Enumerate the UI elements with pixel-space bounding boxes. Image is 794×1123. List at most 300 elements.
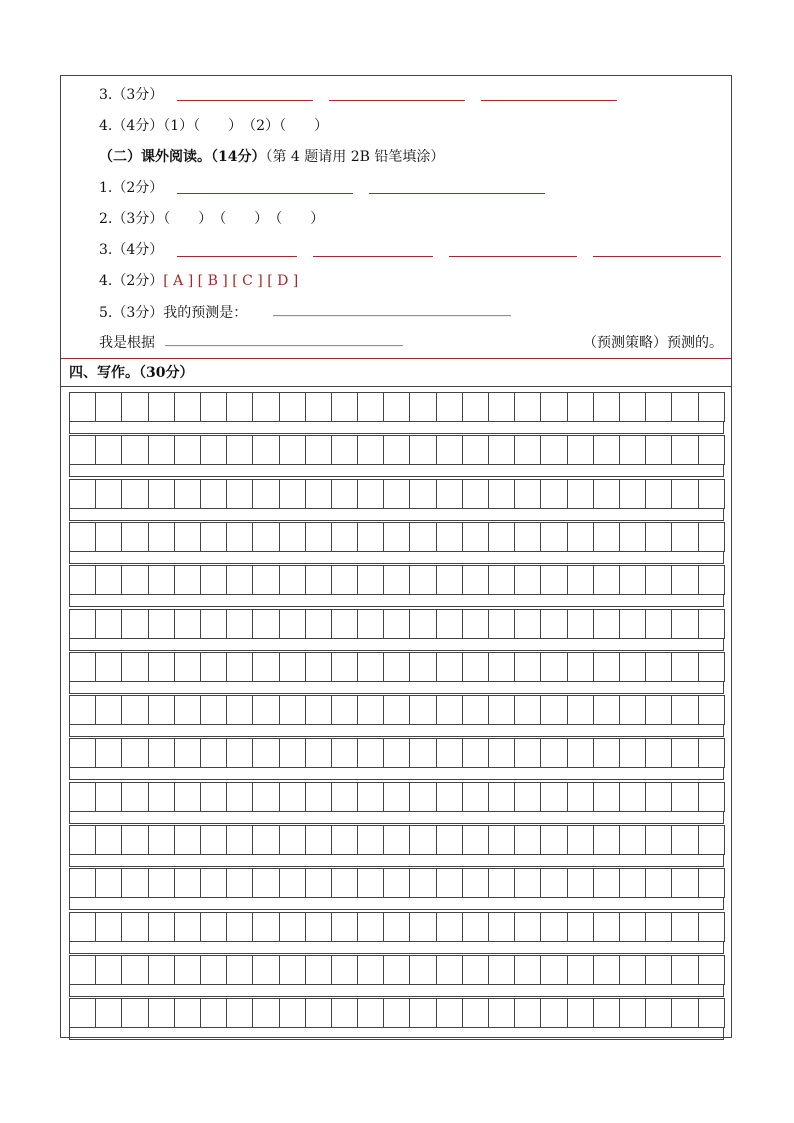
writing-cell[interactable] <box>646 825 672 855</box>
writing-cell[interactable] <box>410 609 436 639</box>
writing-cell[interactable] <box>463 609 489 639</box>
writing-cell[interactable] <box>463 955 489 985</box>
writing-cell[interactable] <box>437 955 463 985</box>
writing-cell[interactable] <box>122 652 148 682</box>
writing-cell[interactable] <box>672 912 698 942</box>
writing-cell[interactable] <box>699 479 725 509</box>
writing-cell[interactable] <box>594 652 620 682</box>
writing-cell[interactable] <box>358 912 384 942</box>
writing-cell[interactable] <box>672 522 698 552</box>
writing-cell[interactable] <box>253 652 279 682</box>
writing-cell[interactable] <box>253 955 279 985</box>
writing-cell[interactable] <box>253 738 279 768</box>
writing-cell[interactable] <box>122 825 148 855</box>
writing-cell[interactable] <box>515 609 541 639</box>
writing-cell[interactable] <box>358 695 384 725</box>
writing-cell[interactable] <box>201 738 227 768</box>
writing-cell[interactable] <box>149 479 175 509</box>
writing-cell[interactable] <box>280 825 306 855</box>
writing-cell[interactable] <box>149 912 175 942</box>
writing-cell[interactable] <box>620 955 646 985</box>
writing-cell[interactable] <box>568 435 594 465</box>
writing-cell[interactable] <box>70 392 96 422</box>
writing-cell[interactable] <box>437 479 463 509</box>
writing-cell[interactable] <box>96 868 122 898</box>
writing-cell[interactable] <box>515 565 541 595</box>
writing-cell[interactable] <box>280 912 306 942</box>
writing-cell[interactable] <box>646 782 672 812</box>
writing-cell[interactable] <box>201 565 227 595</box>
writing-cell[interactable] <box>306 565 332 595</box>
writing-cell[interactable] <box>568 955 594 985</box>
writing-cell[interactable] <box>541 392 567 422</box>
writing-cell[interactable] <box>175 609 201 639</box>
q3-extra-blank-2[interactable] <box>313 256 433 257</box>
writing-cell[interactable] <box>646 998 672 1028</box>
writing-cell[interactable] <box>306 522 332 552</box>
writing-cell[interactable] <box>541 912 567 942</box>
writing-cell[interactable] <box>175 998 201 1028</box>
writing-cell[interactable] <box>699 868 725 898</box>
writing-cell[interactable] <box>410 825 436 855</box>
writing-cell[interactable] <box>384 435 410 465</box>
writing-cell[interactable] <box>253 868 279 898</box>
writing-cell[interactable] <box>96 435 122 465</box>
writing-cell[interactable] <box>672 782 698 812</box>
writing-cell[interactable] <box>280 998 306 1028</box>
writing-cell[interactable] <box>306 652 332 682</box>
writing-cell[interactable] <box>227 392 253 422</box>
writing-cell[interactable] <box>620 522 646 552</box>
writing-cell[interactable] <box>201 522 227 552</box>
writing-cell[interactable] <box>253 609 279 639</box>
writing-cell[interactable] <box>672 868 698 898</box>
writing-cell[interactable] <box>306 738 332 768</box>
writing-cell[interactable] <box>122 522 148 552</box>
writing-cell[interactable] <box>384 652 410 682</box>
writing-cell[interactable] <box>384 782 410 812</box>
writing-cell[interactable] <box>568 738 594 768</box>
writing-cell[interactable] <box>515 392 541 422</box>
writing-cell[interactable] <box>541 522 567 552</box>
writing-cell[interactable] <box>149 782 175 812</box>
writing-cell[interactable] <box>646 565 672 595</box>
writing-cell[interactable] <box>175 912 201 942</box>
writing-cell[interactable] <box>463 998 489 1028</box>
writing-cell[interactable] <box>122 998 148 1028</box>
writing-cell[interactable] <box>699 695 725 725</box>
writing-cell[interactable] <box>620 435 646 465</box>
writing-cell[interactable] <box>306 998 332 1028</box>
q3-inclass-blank-1[interactable] <box>177 100 313 101</box>
writing-cell[interactable] <box>96 825 122 855</box>
writing-cell[interactable] <box>306 782 332 812</box>
writing-cell[interactable] <box>463 479 489 509</box>
writing-cell[interactable] <box>201 955 227 985</box>
writing-cell[interactable] <box>332 652 358 682</box>
writing-cell[interactable] <box>227 565 253 595</box>
writing-cell[interactable] <box>122 435 148 465</box>
writing-cell[interactable] <box>358 825 384 855</box>
writing-cell[interactable] <box>594 479 620 509</box>
writing-cell[interactable] <box>568 825 594 855</box>
writing-cell[interactable] <box>437 392 463 422</box>
writing-cell[interactable] <box>541 738 567 768</box>
writing-cell[interactable] <box>70 522 96 552</box>
writing-cell[interactable] <box>699 565 725 595</box>
writing-cell[interactable] <box>489 955 515 985</box>
writing-cell[interactable] <box>646 955 672 985</box>
writing-cell[interactable] <box>70 955 96 985</box>
writing-cell[interactable] <box>149 825 175 855</box>
writing-cell[interactable] <box>568 392 594 422</box>
writing-cell[interactable] <box>201 998 227 1028</box>
writing-cell[interactable] <box>358 392 384 422</box>
writing-cell[interactable] <box>227 955 253 985</box>
writing-cell[interactable] <box>515 782 541 812</box>
writing-cell[interactable] <box>541 565 567 595</box>
writing-cell[interactable] <box>96 652 122 682</box>
writing-cell[interactable] <box>227 609 253 639</box>
writing-cell[interactable] <box>463 825 489 855</box>
writing-cell[interactable] <box>515 652 541 682</box>
writing-cell[interactable] <box>463 435 489 465</box>
writing-cell[interactable] <box>594 435 620 465</box>
writing-cell[interactable] <box>280 738 306 768</box>
writing-cell[interactable] <box>70 565 96 595</box>
writing-cell[interactable] <box>489 609 515 639</box>
writing-cell[interactable] <box>201 868 227 898</box>
writing-cell[interactable] <box>280 522 306 552</box>
writing-cell[interactable] <box>358 738 384 768</box>
writing-cell[interactable] <box>149 652 175 682</box>
writing-cell[interactable] <box>437 652 463 682</box>
writing-cell[interactable] <box>149 522 175 552</box>
writing-cell[interactable] <box>358 652 384 682</box>
writing-cell[interactable] <box>489 782 515 812</box>
writing-cell[interactable] <box>149 738 175 768</box>
writing-cell[interactable] <box>96 738 122 768</box>
writing-cell[interactable] <box>70 695 96 725</box>
writing-cell[interactable] <box>332 392 358 422</box>
writing-cell[interactable] <box>515 955 541 985</box>
writing-cell[interactable] <box>410 652 436 682</box>
writing-cell[interactable] <box>201 782 227 812</box>
writing-cell[interactable] <box>149 868 175 898</box>
writing-cell[interactable] <box>568 652 594 682</box>
writing-cell[interactable] <box>568 912 594 942</box>
writing-cell[interactable] <box>410 998 436 1028</box>
writing-cell[interactable] <box>306 825 332 855</box>
writing-cell[interactable] <box>332 738 358 768</box>
writing-cell[interactable] <box>332 565 358 595</box>
writing-cell[interactable] <box>96 522 122 552</box>
writing-cell[interactable] <box>594 695 620 725</box>
writing-cell[interactable] <box>358 435 384 465</box>
writing-cell[interactable] <box>358 782 384 812</box>
writing-cell[interactable] <box>541 868 567 898</box>
writing-cell[interactable] <box>175 479 201 509</box>
writing-cell[interactable] <box>410 868 436 898</box>
writing-cell[interactable] <box>489 479 515 509</box>
writing-cell[interactable] <box>96 955 122 985</box>
writing-cell[interactable] <box>358 609 384 639</box>
writing-cell[interactable] <box>594 565 620 595</box>
writing-cell[interactable] <box>122 868 148 898</box>
writing-cell[interactable] <box>280 782 306 812</box>
writing-cell[interactable] <box>306 695 332 725</box>
writing-cell[interactable] <box>489 912 515 942</box>
writing-cell[interactable] <box>358 522 384 552</box>
writing-cell[interactable] <box>384 868 410 898</box>
writing-cell[interactable] <box>620 782 646 812</box>
writing-cell[interactable] <box>699 825 725 855</box>
writing-cell[interactable] <box>280 609 306 639</box>
writing-cell[interactable] <box>201 825 227 855</box>
writing-cell[interactable] <box>70 825 96 855</box>
writing-cell[interactable] <box>122 738 148 768</box>
writing-cell[interactable] <box>96 695 122 725</box>
writing-cell[interactable] <box>227 435 253 465</box>
writing-cell[interactable] <box>96 609 122 639</box>
writing-cell[interactable] <box>646 609 672 639</box>
writing-cell[interactable] <box>306 955 332 985</box>
writing-cell[interactable] <box>410 522 436 552</box>
writing-cell[interactable] <box>70 609 96 639</box>
writing-cell[interactable] <box>253 522 279 552</box>
writing-cell[interactable] <box>96 782 122 812</box>
writing-cell[interactable] <box>620 609 646 639</box>
writing-cell[interactable] <box>646 392 672 422</box>
writing-cell[interactable] <box>175 695 201 725</box>
writing-cell[interactable] <box>646 695 672 725</box>
writing-cell[interactable] <box>672 738 698 768</box>
writing-cell[interactable] <box>594 868 620 898</box>
writing-cell[interactable] <box>175 652 201 682</box>
writing-cell[interactable] <box>332 479 358 509</box>
writing-cell[interactable] <box>541 652 567 682</box>
writing-cell[interactable] <box>463 868 489 898</box>
writing-cell[interactable] <box>384 565 410 595</box>
writing-cell[interactable] <box>122 392 148 422</box>
writing-cell[interactable] <box>253 695 279 725</box>
writing-cell[interactable] <box>384 998 410 1028</box>
writing-cell[interactable] <box>463 738 489 768</box>
writing-cell[interactable] <box>699 955 725 985</box>
writing-cell[interactable] <box>437 435 463 465</box>
writing-cell[interactable] <box>699 392 725 422</box>
writing-cell[interactable] <box>620 912 646 942</box>
writing-cell[interactable] <box>280 565 306 595</box>
writing-cell[interactable] <box>96 912 122 942</box>
q3-extra-blank-4[interactable] <box>593 256 721 257</box>
writing-cell[interactable] <box>594 609 620 639</box>
writing-cell[interactable] <box>384 522 410 552</box>
writing-cell[interactable] <box>489 392 515 422</box>
writing-cell[interactable] <box>122 782 148 812</box>
writing-cell[interactable] <box>646 479 672 509</box>
writing-cell[interactable] <box>384 912 410 942</box>
writing-cell[interactable] <box>410 479 436 509</box>
writing-cell[interactable] <box>515 912 541 942</box>
writing-cell[interactable] <box>227 868 253 898</box>
writing-cell[interactable] <box>358 998 384 1028</box>
writing-cell[interactable] <box>620 652 646 682</box>
writing-cell[interactable] <box>699 782 725 812</box>
writing-cell[interactable] <box>332 998 358 1028</box>
writing-cell[interactable] <box>332 609 358 639</box>
writing-cell[interactable] <box>227 522 253 552</box>
writing-cell[interactable] <box>463 652 489 682</box>
writing-cell[interactable] <box>620 825 646 855</box>
writing-cell[interactable] <box>201 609 227 639</box>
writing-cell[interactable] <box>175 955 201 985</box>
writing-cell[interactable] <box>568 695 594 725</box>
writing-cell[interactable] <box>489 652 515 682</box>
writing-cell[interactable] <box>306 435 332 465</box>
writing-cell[interactable] <box>437 565 463 595</box>
writing-cell[interactable] <box>672 479 698 509</box>
writing-cell[interactable] <box>672 652 698 682</box>
writing-cell[interactable] <box>201 912 227 942</box>
writing-cell[interactable] <box>437 609 463 639</box>
writing-cell[interactable] <box>122 565 148 595</box>
writing-cell[interactable] <box>122 479 148 509</box>
writing-cell[interactable] <box>149 565 175 595</box>
writing-cell[interactable] <box>332 435 358 465</box>
writing-cell[interactable] <box>568 998 594 1028</box>
writing-cell[interactable] <box>489 695 515 725</box>
writing-cell[interactable] <box>96 565 122 595</box>
writing-cell[interactable] <box>384 479 410 509</box>
writing-cell[interactable] <box>699 738 725 768</box>
writing-cell[interactable] <box>646 738 672 768</box>
writing-cell[interactable] <box>594 522 620 552</box>
writing-cell[interactable] <box>149 998 175 1028</box>
writing-cell[interactable] <box>227 652 253 682</box>
q3-extra-blank-3[interactable] <box>449 256 577 257</box>
writing-cell[interactable] <box>306 912 332 942</box>
writing-cell[interactable] <box>541 435 567 465</box>
writing-cell[interactable] <box>541 782 567 812</box>
writing-cell[interactable] <box>96 479 122 509</box>
writing-cell[interactable] <box>568 522 594 552</box>
writing-cell[interactable] <box>463 695 489 725</box>
writing-cell[interactable] <box>280 868 306 898</box>
writing-cell[interactable] <box>227 998 253 1028</box>
writing-cell[interactable] <box>594 738 620 768</box>
writing-cell[interactable] <box>672 565 698 595</box>
writing-cell[interactable] <box>620 479 646 509</box>
writing-cell[interactable] <box>646 522 672 552</box>
writing-cell[interactable] <box>489 825 515 855</box>
writing-cell[interactable] <box>201 695 227 725</box>
writing-cell[interactable] <box>568 479 594 509</box>
writing-cell[interactable] <box>463 522 489 552</box>
writing-cell[interactable] <box>594 912 620 942</box>
writing-cell[interactable] <box>280 435 306 465</box>
writing-cell[interactable] <box>515 695 541 725</box>
writing-cell[interactable] <box>646 652 672 682</box>
q5-prediction-blank[interactable]: __________________________________ <box>273 301 511 317</box>
writing-cell[interactable] <box>410 435 436 465</box>
writing-cell[interactable] <box>672 435 698 465</box>
writing-cell[interactable] <box>672 695 698 725</box>
writing-cell[interactable] <box>672 825 698 855</box>
writing-cell[interactable] <box>332 522 358 552</box>
writing-cell[interactable] <box>96 998 122 1028</box>
writing-cell[interactable] <box>358 955 384 985</box>
writing-cell[interactable] <box>70 479 96 509</box>
writing-cell[interactable] <box>515 479 541 509</box>
writing-cell[interactable] <box>306 392 332 422</box>
writing-cell[interactable] <box>175 522 201 552</box>
writing-cell[interactable] <box>437 912 463 942</box>
writing-cell[interactable] <box>253 782 279 812</box>
writing-cell[interactable] <box>175 392 201 422</box>
writing-cell[interactable] <box>568 565 594 595</box>
writing-cell[interactable] <box>70 738 96 768</box>
writing-cell[interactable] <box>541 998 567 1028</box>
writing-cell[interactable] <box>253 912 279 942</box>
writing-cell[interactable] <box>568 609 594 639</box>
writing-cell[interactable] <box>489 868 515 898</box>
writing-cell[interactable] <box>96 392 122 422</box>
writing-cell[interactable] <box>306 609 332 639</box>
writing-cell[interactable] <box>149 695 175 725</box>
writing-cell[interactable] <box>227 695 253 725</box>
writing-cell[interactable] <box>149 955 175 985</box>
writing-cell[interactable] <box>122 609 148 639</box>
writing-cell[interactable] <box>70 782 96 812</box>
writing-cell[interactable] <box>515 825 541 855</box>
writing-cell[interactable] <box>541 825 567 855</box>
writing-cell[interactable] <box>280 955 306 985</box>
writing-cell[interactable] <box>699 522 725 552</box>
writing-cell[interactable] <box>463 782 489 812</box>
writing-cell[interactable] <box>332 868 358 898</box>
writing-cell[interactable] <box>149 609 175 639</box>
writing-cell[interactable] <box>410 565 436 595</box>
writing-cell[interactable] <box>515 738 541 768</box>
writing-cell[interactable] <box>253 392 279 422</box>
writing-cell[interactable] <box>201 479 227 509</box>
writing-cell[interactable] <box>489 435 515 465</box>
writing-cell[interactable] <box>70 912 96 942</box>
writing-cell[interactable] <box>149 392 175 422</box>
writing-cell[interactable] <box>437 695 463 725</box>
writing-cell[interactable] <box>332 955 358 985</box>
writing-cell[interactable] <box>620 998 646 1028</box>
writing-cell[interactable] <box>410 912 436 942</box>
writing-cell[interactable] <box>70 652 96 682</box>
writing-cell[interactable] <box>358 479 384 509</box>
writing-cell[interactable] <box>489 522 515 552</box>
writing-cell[interactable] <box>620 738 646 768</box>
writing-cell[interactable] <box>437 868 463 898</box>
writing-cell[interactable] <box>541 695 567 725</box>
writing-cell[interactable] <box>175 825 201 855</box>
writing-cell[interactable] <box>332 782 358 812</box>
writing-cell[interactable] <box>568 782 594 812</box>
writing-cell[interactable] <box>175 565 201 595</box>
writing-cell[interactable] <box>70 998 96 1028</box>
writing-cell[interactable] <box>280 392 306 422</box>
writing-cell[interactable] <box>410 782 436 812</box>
writing-cell[interactable] <box>620 695 646 725</box>
writing-cell[interactable] <box>410 738 436 768</box>
writing-cell[interactable] <box>699 435 725 465</box>
